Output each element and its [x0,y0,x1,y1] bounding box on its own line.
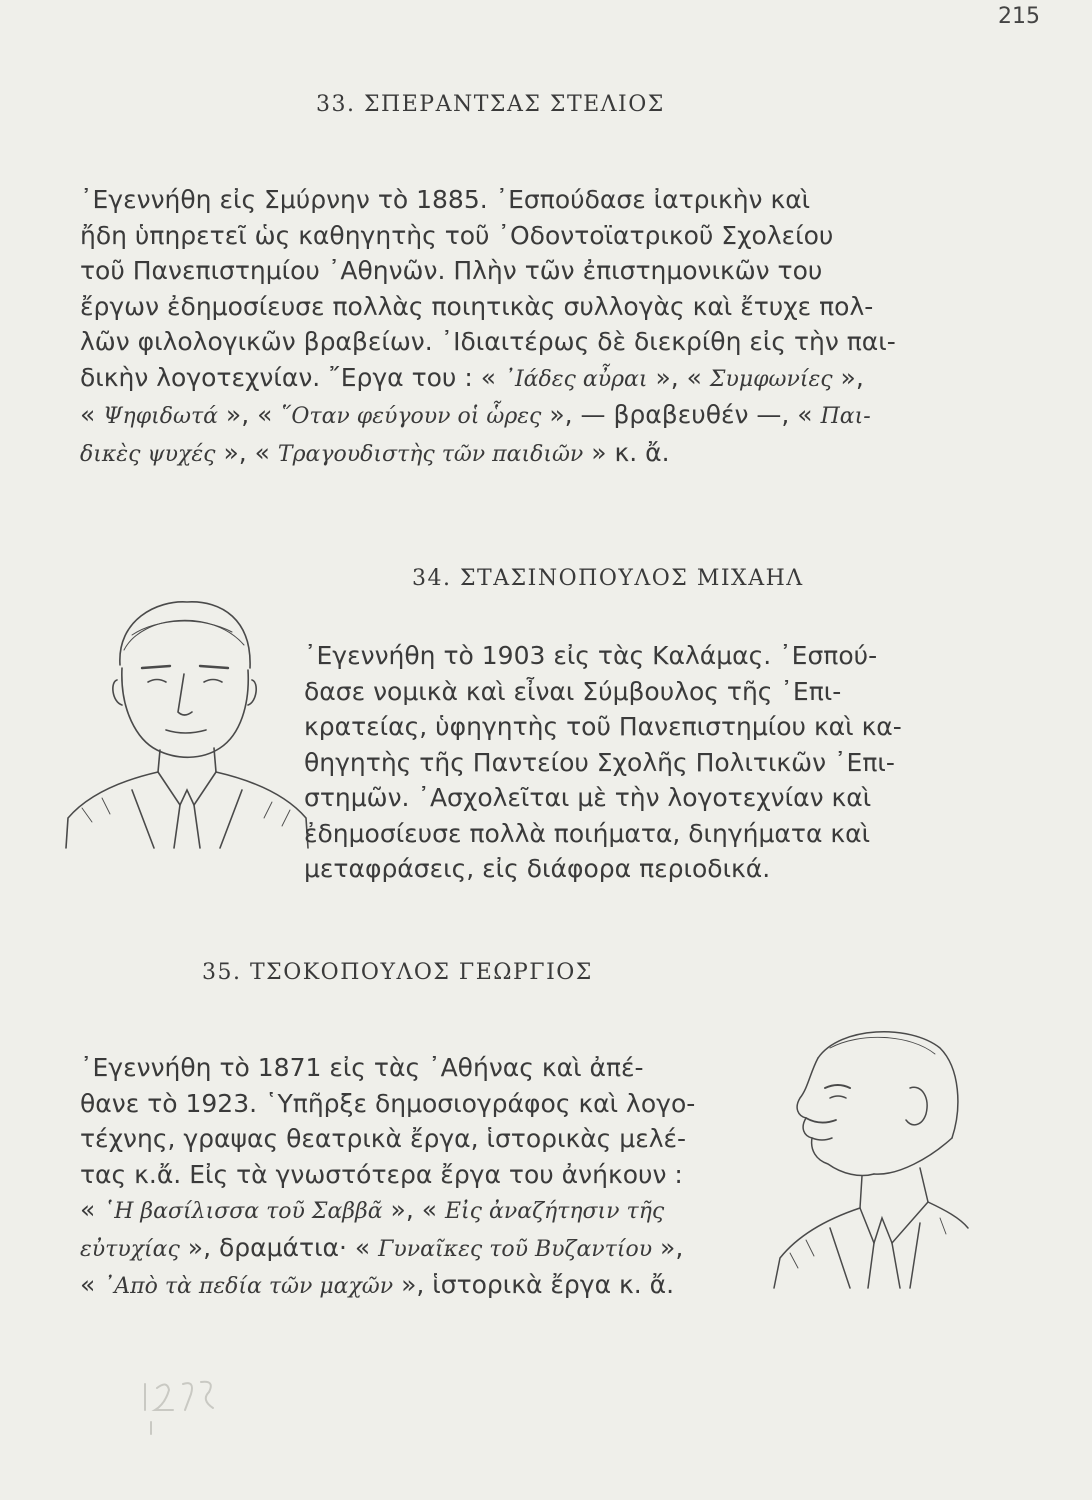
work-title: ῞Οταν φεύγουν οἱ ὧρες [280,404,542,429]
page-number: 215 [998,4,1040,29]
text-line: ἤδη ὑπηρετεῖ ὡς καθηγητὴς τοῦ ᾽Οδοντοϊατρικοῦ Σχολείου [80,220,834,250]
text-line: λῶν φιλολογικῶν βραβείων. ᾽Ιδιαιτέρως δὲ διεκρίθη εἰς τὴν παι- [80,327,896,356]
entry-heading: 35. ΤΣΟΚΟΠΟΥΛΟΣ ΓΕΩΡΓΙΟΣ [202,960,593,985]
text-line: τέχνης, γραψας θεατρικὰ ἔργα, ἱστορικὰς μελέ- [80,1124,687,1153]
work-title: δικὲς ψυχές [80,441,216,467]
text-line: ᾽Εγεννήθη τὸ 1903 εἰς τὰς Καλάμας. ᾽Εσπού- [304,641,878,670]
text-line: ἐδημοσίευσε πολλὰ ποιήματα, διηγήματα καὶ [304,818,871,848]
work-title: εὐτυχίας [80,1236,180,1262]
text-line: δικὴν λογοτεχνίαν. ῎Εργα του : « ᾽Ιάδες αὖραι », « Συμφωνίες », [80,362,864,392]
text-line: τας κ.ἄ. Εἰς τὰ γνωστότερα ἔργα του ἀνήκουν : [80,1159,683,1189]
text-line: « ῾Η βασίλισσα τοῦ Σαββᾶ », « Εἰς ἀναζήτησιν τῆς [80,1195,665,1224]
work-title: Ψηφιδωτά [103,404,218,429]
text-line: « Ψηφιδωτά », « ῞Οταν φεύγουν οἱ ὧρες », — βραβευθέν —, « Παι- [80,400,871,429]
portrait-tsokopoulos [770,1018,970,1290]
entry-text [80,1050,760,1305]
work-title: Εἰς ἀναζήτησιν τῆς [444,1199,665,1224]
text-line: στημῶν. ᾽Ασχολεῖται μὲ τὴν λογοτεχνίαν καὶ [304,783,872,812]
text-line: ᾽Εγεννήθη εἰς Σμύρνην τὸ 1885. ᾽Εσπούδασε ἰατρικὴν καὶ [80,185,811,214]
work-title: Τραγουδιστὴς τῶν παιδιῶν [277,441,584,467]
text-line: ἔργων ἐδημοσίευσε πολλὰς ποιητικὰς συλλογὰς καὶ ἔτυχε πολ- [80,291,874,321]
work-title: Συμφωνίες [709,366,833,392]
work-title: ᾽Απὸ τὰ πεδία τῶν μαχῶν [103,1274,394,1299]
text-line: ᾽Εγεννήθη τὸ 1871 εἰς τὰς ᾽Αθήνας καὶ ἀπέ- [80,1053,644,1082]
portrait-stasinopoulos [62,590,312,850]
entry-heading: 34. ΣΤΑΣΙΝΟΠΟΥΛΟΣ ΜΙΧΑΗΛ [412,566,804,591]
work-title: Παι- [820,404,871,429]
text-line: τοῦ Πανεπιστημίου ᾽Αθηνῶν. Πλὴν τῶν ἐπιστημονικῶν του [80,256,823,285]
text-line: εὐτυχίας », δραμάτια· « Γυναῖκες τοῦ Βυζαντίου », [80,1232,684,1262]
entry-heading: 33. ΣΠΕΡΑΝΤΣΑΣ ΣΤΕΛΙΟΣ [316,92,665,117]
text-line: δικὲς ψυχές », « Τραγουδιστὴς τῶν παιδιῶν » κ. ἄ. [80,437,670,467]
pencil-marks [135,1370,245,1440]
text-line: « ᾽Απὸ τὰ πεδία τῶν μαχῶν », ἱστορικὰ ἔργα κ. ἄ. [80,1270,675,1299]
text-line: μεταφράσεις, εἰς διάφορα περιοδικά. [304,854,771,883]
entry-text [80,182,965,472]
text-line: κρατείας, ὑφηγητὴς τοῦ Πανεπιστημίου καὶ κα- [304,712,902,741]
text-line: θανε τὸ 1923. ῾Υπῆρξε δημοσιογράφος καὶ λογο- [80,1088,696,1118]
text-line: θηγητὴς τῆς Παντείου Σχολῆς Πολιτικῶν ᾽Επι- [304,747,895,777]
work-title: Γυναῖκες τοῦ Βυζαντίου [378,1236,653,1262]
text-line: δασε νομικὰ καὶ εἶναι Σύμβουλος τῆς ᾽Επι- [304,676,842,706]
work-title: ᾽Ιάδες αὖραι [503,366,648,392]
entry-text [304,638,969,887]
work-title: ῾Η βασίλισσα τοῦ Σαββᾶ [103,1199,383,1224]
